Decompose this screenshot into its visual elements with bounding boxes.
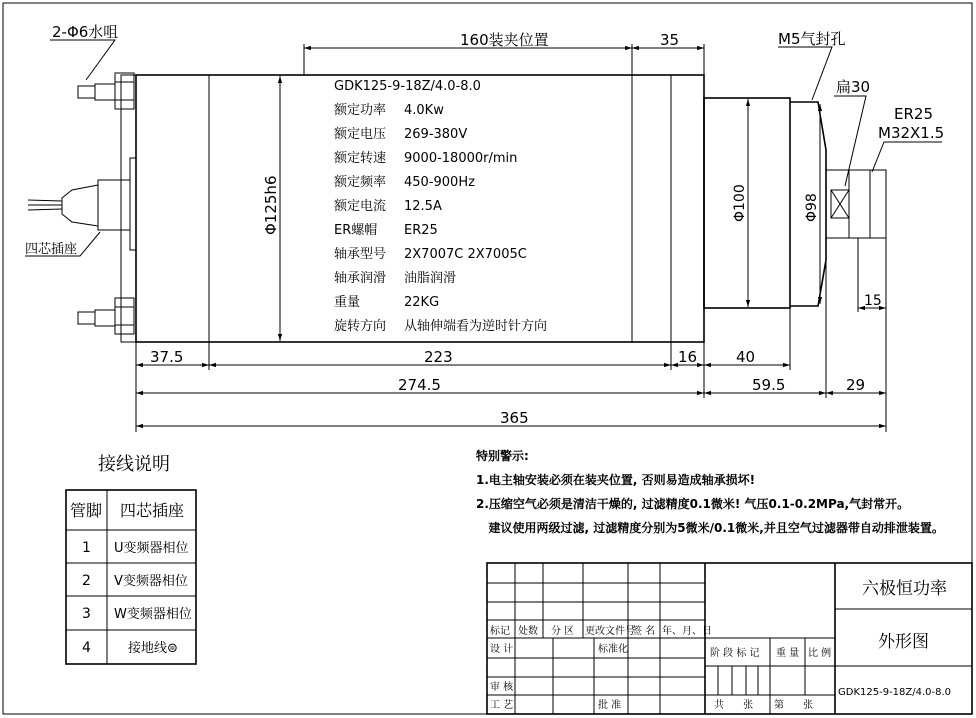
tb-name-1: 六极恒功率 — [862, 579, 947, 599]
thread-label: M32X1.5 — [878, 124, 945, 142]
spec-key: ER螺帽 — [334, 223, 378, 238]
flat-label: 扁30 — [836, 78, 871, 96]
tb-stage: 阶 段 标 记 — [710, 648, 760, 659]
tb-sheet: 第 张 — [774, 700, 814, 711]
spec-key: 额定频率 — [334, 175, 387, 190]
dim-35-label: 35 — [660, 31, 680, 49]
dim-223: 223 — [424, 348, 453, 366]
dia-98-label: Φ98 — [804, 193, 820, 222]
wiring-title: 接线说明 — [98, 454, 170, 475]
clamp-position-label: 160装夹位置 — [460, 31, 549, 49]
tb-total: 共 张 — [714, 700, 754, 711]
spec-value: 12.5A — [404, 199, 442, 214]
tb-change-doc: 更改文件号 — [585, 626, 635, 637]
dim-16: 16 — [678, 348, 698, 366]
tb-model: GDK125-9-18Z/4.0-8.0 — [838, 687, 952, 698]
er-nut — [826, 170, 886, 238]
water-nozzle-top — [78, 73, 134, 109]
dimension-lines — [25, 40, 945, 432]
spec-key: 额定转速 — [334, 151, 387, 166]
water-nozzle-bottom — [78, 298, 134, 334]
spec-key: 额定电流 — [334, 199, 387, 214]
tb-zone: 分 区 — [551, 626, 575, 637]
tb-design: 设 计 — [490, 644, 514, 655]
spec-value: 从轴伸端看为逆时针方向 — [404, 319, 548, 334]
wiring-row-3-desc: W变频器相位 — [114, 607, 192, 622]
spec-value: 4.0Kw — [404, 103, 444, 118]
dim-59-5: 59.5 — [752, 376, 786, 394]
tb-mark: 标记 — [490, 626, 510, 637]
tb-scale: 比 例 — [808, 648, 832, 659]
dim-274-5: 274.5 — [398, 376, 441, 394]
four-pin-socket — [28, 180, 130, 230]
tb-standard: 标准化 — [598, 644, 628, 655]
wiring-row-1-desc: U变频器相位 — [114, 541, 189, 556]
socket-label: 四芯插座 — [25, 242, 78, 257]
dia-100-label: Φ100 — [732, 184, 748, 222]
body-diameter-label: Φ125h6 — [262, 175, 280, 235]
spec-key: 轴承润滑 — [334, 271, 387, 286]
note-line-1: 1.电主轴安装必须在装夹位置, 否则易造成轴承损坏! — [476, 473, 756, 487]
note-line-3: 建议使用两级过滤, 过滤精度分别为5微米/0.1微米,并且空气过滤器带自动排泄装置。 — [476, 521, 944, 535]
wiring-header-socket: 四芯插座 — [120, 501, 185, 520]
spec-value: ER25 — [404, 223, 438, 238]
wiring-table — [66, 490, 196, 664]
spec-table — [334, 79, 547, 334]
water-nozzle-label: 2-Φ6水咀 — [52, 23, 119, 41]
spec-key: 轴承型号 — [334, 247, 387, 262]
title-block — [487, 563, 972, 714]
tb-approve: 批 准 — [598, 700, 622, 711]
spec-key: 旋转方向 — [334, 319, 387, 334]
spec-key: GDK125-9-18Z/4.0-8.0 — [334, 79, 481, 94]
tb-date: 年、月、日 — [662, 626, 712, 637]
dim-37-5: 37.5 — [150, 348, 184, 366]
tb-name-2: 外形图 — [878, 632, 929, 652]
dim-365: 365 — [500, 409, 529, 427]
tb-weight: 重 量 — [776, 648, 800, 659]
dim-40: 40 — [736, 348, 756, 366]
spec-value: 9000-18000r/min — [404, 151, 518, 166]
wiring-row-4-pin: 4 — [82, 640, 91, 656]
er25-label: ER25 — [894, 105, 933, 123]
seal-hole-label: M5气封孔 — [778, 30, 846, 48]
wiring-header-pin: 管脚 — [70, 501, 103, 520]
wiring-row-1-pin: 1 — [82, 540, 91, 556]
tb-review: 审 核 — [490, 682, 514, 693]
spec-value: 269-380V — [404, 127, 468, 142]
tb-craft: 工 艺 — [490, 700, 514, 711]
tb-count: 处数 — [518, 626, 538, 637]
spec-value: 22KG — [404, 295, 440, 310]
spec-value: 450-900Hz — [404, 175, 475, 190]
tb-sign: 签 名 — [632, 626, 656, 637]
spec-value: 2X7007C 2X7005C — [404, 247, 527, 262]
note-line-2: 2.压缩空气必须是清洁干燥的, 过滤精度0.1微米! 气压0.1-0.2MPa,气封常开。 — [476, 497, 910, 511]
wiring-row-4-desc: 接地线⊜ — [128, 641, 178, 656]
dim-29: 29 — [846, 376, 866, 394]
spec-key: 重量 — [334, 295, 361, 310]
wiring-row-2-desc: V变频器相位 — [114, 574, 188, 589]
wiring-row-3-pin: 3 — [82, 606, 91, 622]
notes-title: 特别警示: — [476, 449, 529, 463]
spindle-drawing — [28, 73, 886, 342]
spec-value: 油脂润滑 — [404, 271, 457, 286]
spec-key: 额定电压 — [334, 127, 387, 142]
spec-key: 额定功率 — [334, 103, 387, 118]
wiring-row-2-pin: 2 — [82, 573, 91, 589]
dim-15-label: 15 — [864, 293, 882, 309]
